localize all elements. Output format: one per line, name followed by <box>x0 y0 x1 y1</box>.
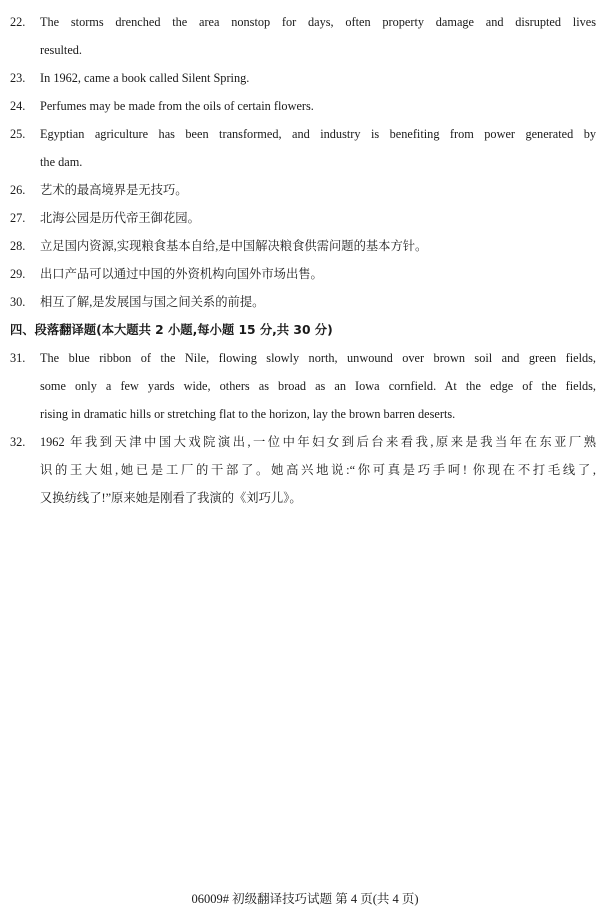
question-number: 23. <box>10 71 26 85</box>
question-28 <box>10 232 596 260</box>
question-text-line: 立足国内资源,实现粮食基本自给,是中国解决粮食供需问题的基本方针。 <box>40 239 428 253</box>
question-number: 32. <box>10 435 26 449</box>
question-number: 22. <box>10 15 26 29</box>
question-26 <box>10 176 596 204</box>
question-23 <box>10 64 596 92</box>
question-text-line: some only a few yards wide, others as broad as an Iowa cornfield. At the edge of the fields, <box>40 379 596 393</box>
question-number: 26. <box>10 183 26 197</box>
question-number: 24. <box>10 99 26 113</box>
question-32 <box>10 428 596 512</box>
question-22 <box>10 8 596 64</box>
question-text-line: Egyptian agriculture has been transformed, and industry is benefiting from power generated by <box>40 127 596 141</box>
question-text-line: 又换纺线了!”原来她是刚看了我演的《刘巧儿》。 <box>40 491 302 505</box>
question-number: 29. <box>10 267 26 281</box>
question-31 <box>10 344 596 428</box>
question-text-line: 艺术的最高境界是无技巧。 <box>40 183 188 197</box>
page-footer: 06009# 初级翻译技巧试题 第 4 页(共 4 页) <box>191 892 419 906</box>
question-text-line: rising in dramatic hills or stretching flat to the horizon, lay the brown barren deserts. <box>40 407 456 421</box>
question-25 <box>10 120 596 176</box>
question-text-line: 相互了解,是发展国与国之间关系的前提。 <box>40 295 265 309</box>
question-29 <box>10 260 596 288</box>
question-24 <box>10 92 596 120</box>
exam-page-content <box>10 8 596 512</box>
question-number: 30. <box>10 295 26 309</box>
question-number: 27. <box>10 211 26 225</box>
question-text-line: Perfumes may be made from the oils of certain flowers. <box>40 99 314 113</box>
section-heading: 四、段落翻译题(本大题共 2 小题,每小题 15 分,共 30 分) <box>10 323 333 337</box>
question-text-line: 1962 年我到天津中国大戏院演出,一位中年妇女到后台来看我,原来是我当年在东亚厂熟 <box>40 435 596 449</box>
question-text-line: 出口产品可以通过中国的外资机构向国外市场出售。 <box>40 267 323 281</box>
question-30 <box>10 288 596 316</box>
question-text-line: The storms drenched the area nonstop for days, often property damage and disrupted lives <box>40 15 596 29</box>
question-number: 25. <box>10 127 26 141</box>
question-text-line: 识的王大姐,她已是工厂的干部了。她高兴地说:“你可真是巧手呵! 你现在不打毛线了, <box>40 463 596 477</box>
question-text-line: The blue ribbon of the Nile, flowing slowly north, unwound over brown soil and green fields, <box>40 351 596 365</box>
question-27 <box>10 204 596 232</box>
question-text-line: In 1962, came a book called Silent Spring. <box>40 71 250 85</box>
question-number: 31. <box>10 351 26 365</box>
question-text-line: the dam. <box>40 155 83 169</box>
question-number: 28. <box>10 239 26 253</box>
question-text-line: 北海公园是历代帝王御花园。 <box>40 211 200 225</box>
question-text-line: resulted. <box>40 43 83 57</box>
